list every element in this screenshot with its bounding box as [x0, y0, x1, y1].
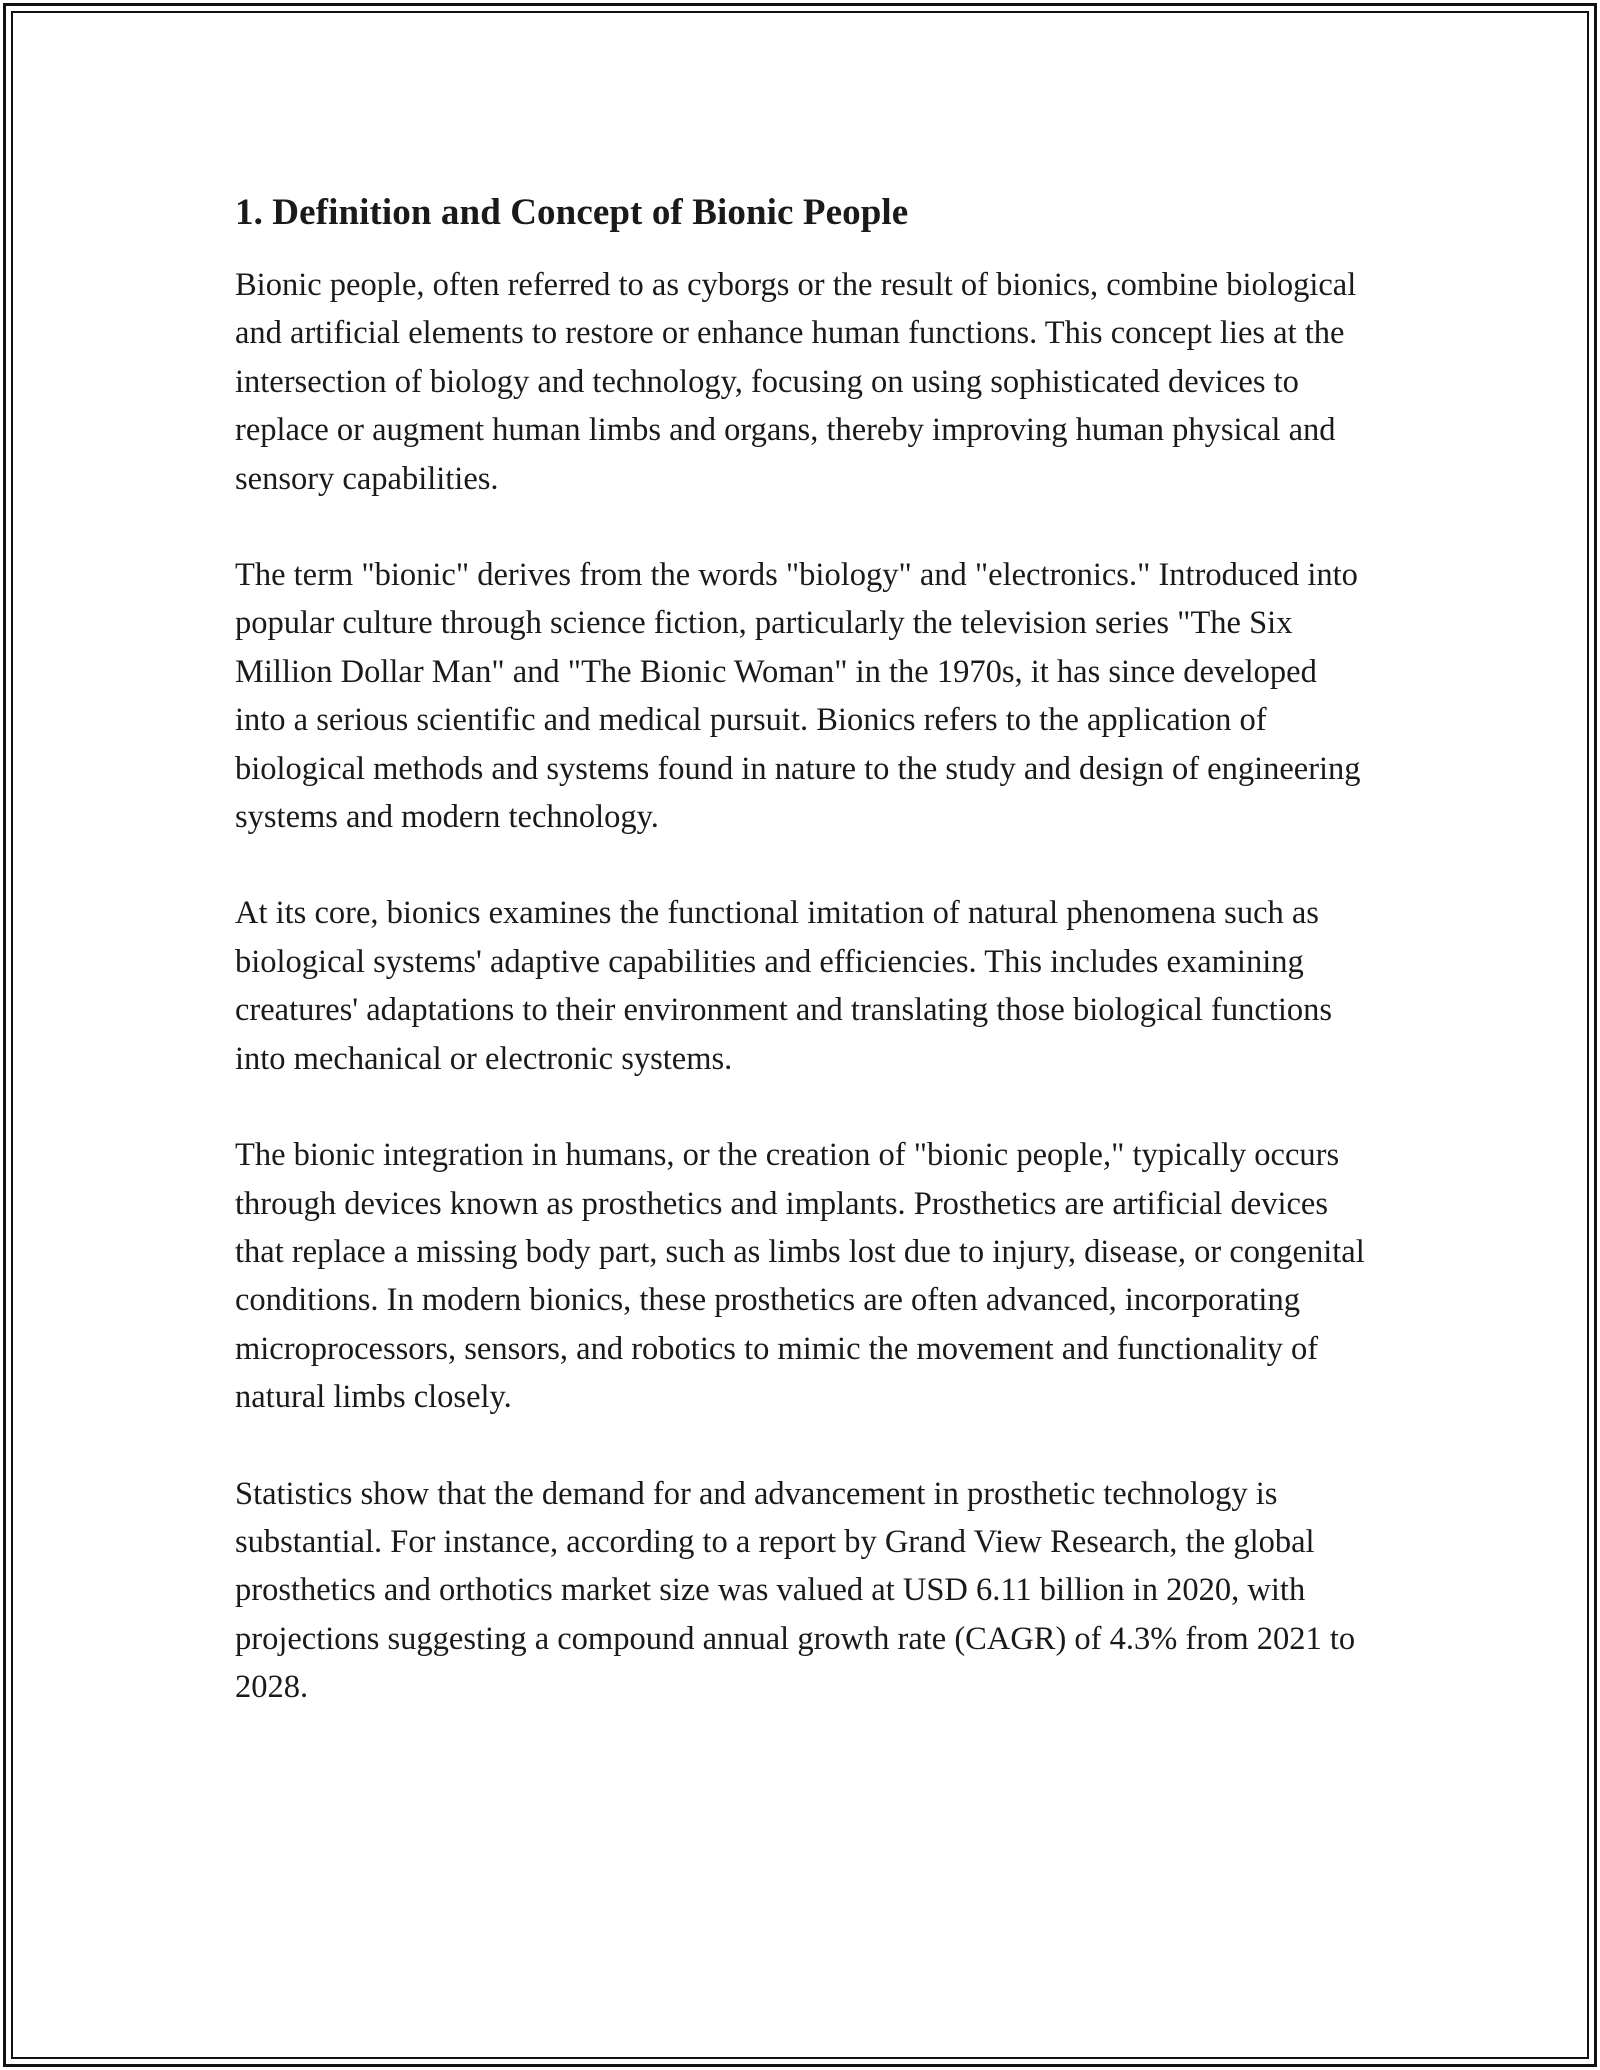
paragraph-2: The term "bionic" derives from the words "biology" and "electronics." Introduced into popular culture through science fiction, particularly the television series "The Six Million Dollar Man" and "The Bionic Woman" in the 1970s, it has since developed into a serious scientific and medical pursuit. Bionics refers to the application of biological methods and systems found in nature to the study and design of engineering systems and modern technology.	[235, 557, 1361, 836]
section-heading: 1. Definition and Concept of Bionic People	[235, 192, 909, 233]
paragraph-5: Statistics show that the demand for and advancement in prosthetic technology is substantial. For instance, according to a report by Grand View Research, the global prosthetics and orthotics market size was valued at USD 6.11 billion in 2020, with projections suggesting a compound annual growth rate (CAGR) of 4.3% from 2021 to 2028.	[235, 1475, 1356, 1706]
document-body	[235, 183, 1375, 1712]
paragraph-3: At its core, bionics examines the functional imitation of natural phenomena such as biological systems' adaptive capabilities and efficiencies. This includes examining creatures' adaptations to their environment and translating those biological functions into mechanical or electronic systems.	[235, 895, 1333, 1077]
paragraph-4: The bionic integration in humans, or the creation of "bionic people," typically occurs through devices known as prosthetics and implants. Prosthetics are artificial devices that replace a missing body part, such as limbs lost due to injury, disease, or congenital conditions. In modern bionics, these prosthetics are often advanced, incorporating microprocessors, sensors, and robotics to mimic the movement and functionality of natural limbs closely.	[235, 1137, 1365, 1416]
paragraph-1: Bionic people, often referred to as cyborgs or the result of bionics, combine biological and artificial elements to restore or enhance human functions. This concept lies at the intersection of biology and technology, focusing on using sophisticated devices to replace or augment human limbs and organs, thereby improving human physical and sensory capabilities.	[235, 267, 1357, 497]
